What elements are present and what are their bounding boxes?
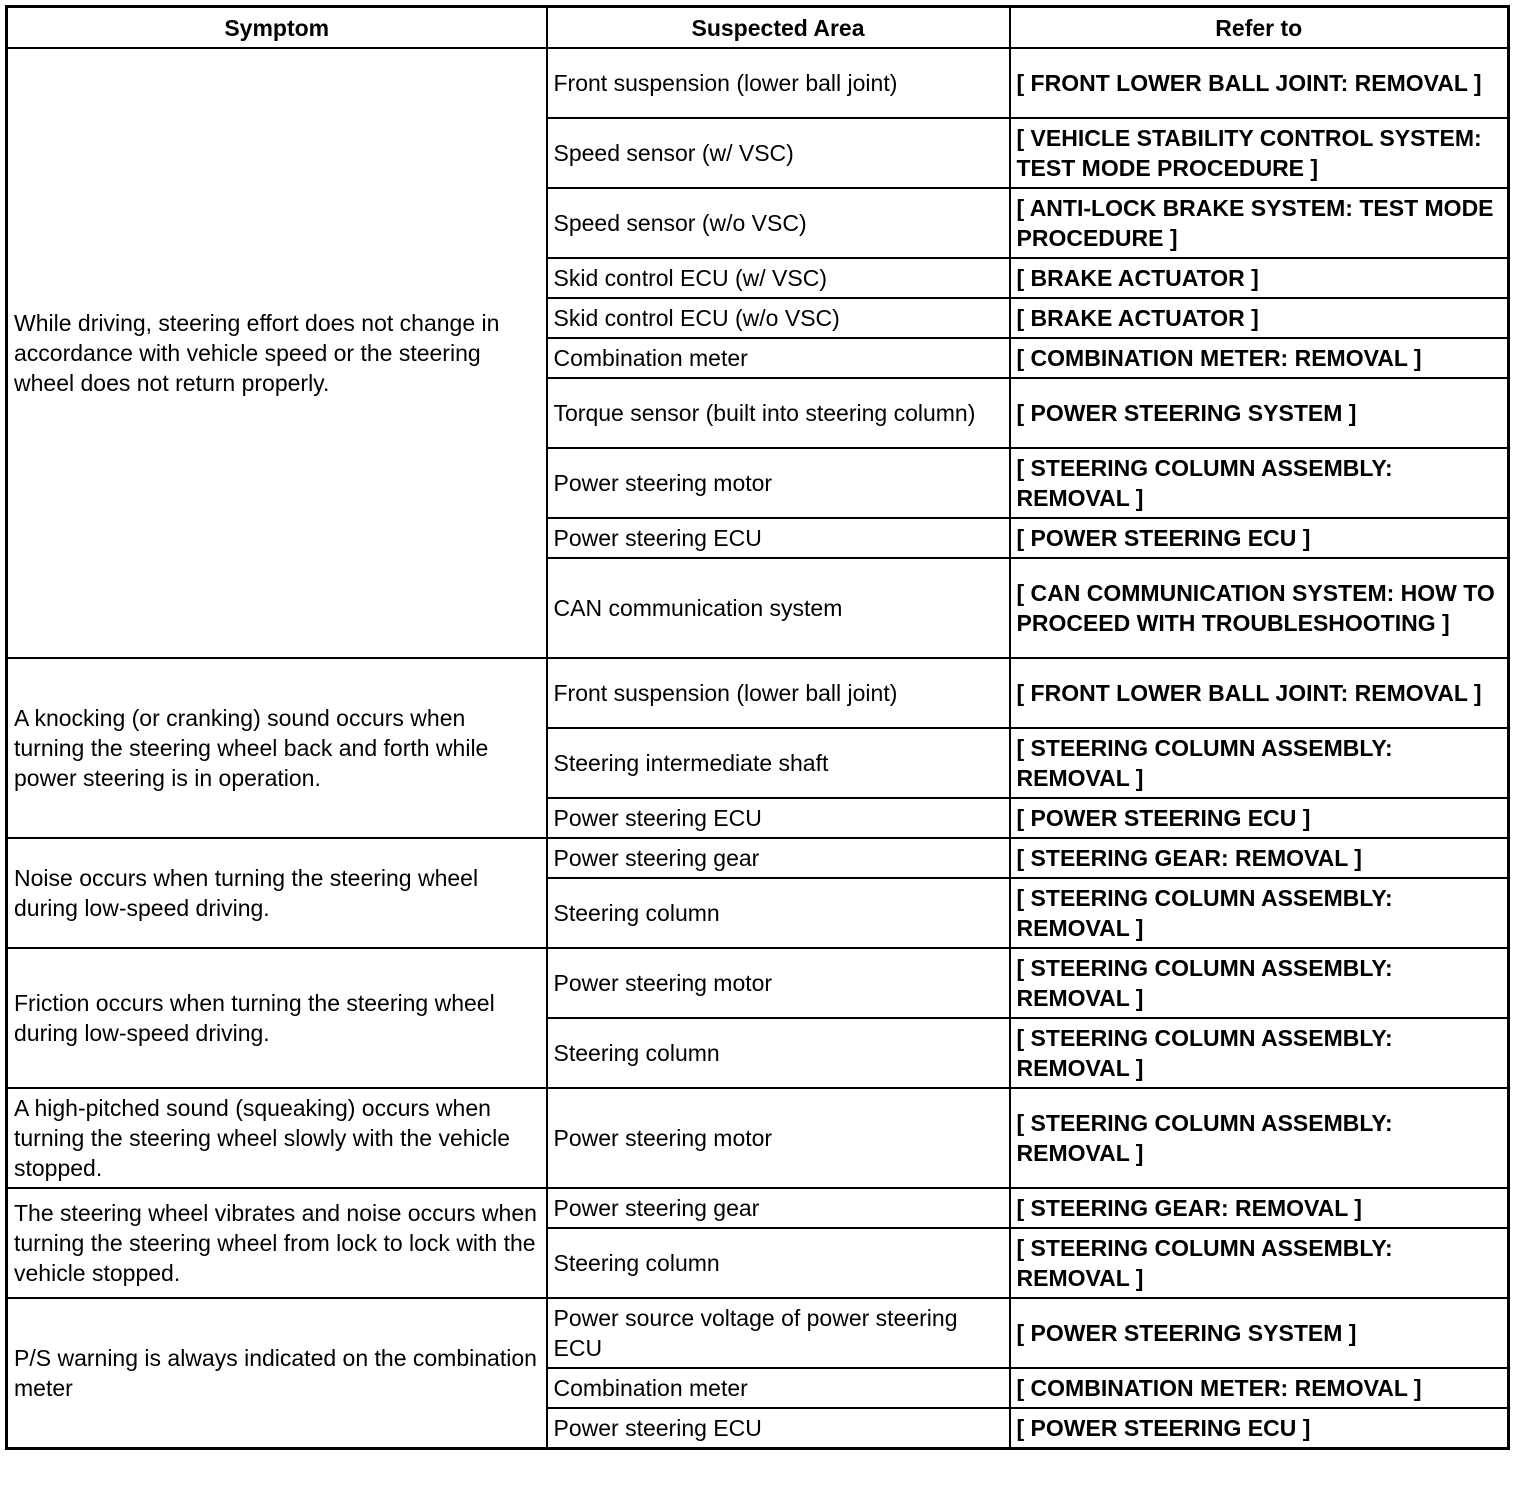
symptom-cell: Noise occurs when turning the steering wheel during low-speed driving. — [7, 838, 547, 948]
header-refer-to: Refer to — [1010, 7, 1509, 49]
suspected-area-cell: Speed sensor (w/ VSC) — [547, 118, 1010, 188]
refer-to-cell: [ STEERING COLUMN ASSEMBLY: REMOVAL ] — [1010, 878, 1509, 948]
header-suspected-area: Suspected Area — [547, 7, 1010, 49]
suspected-area-cell: Steering intermediate shaft — [547, 728, 1010, 798]
symptom-table-container — [5, 5, 1507, 1450]
refer-to-cell: [ STEERING COLUMN ASSEMBLY: REMOVAL ] — [1010, 948, 1509, 1018]
table-row — [7, 1188, 1509, 1228]
suspected-area-cell: Steering column — [547, 878, 1010, 948]
refer-to-cell: [ BRAKE ACTUATOR ] — [1010, 258, 1509, 298]
table-row — [7, 1298, 1509, 1368]
table-row — [7, 838, 1509, 878]
refer-to-cell: [ POWER STEERING SYSTEM ] — [1010, 1298, 1509, 1368]
suspected-area-cell: Power steering gear — [547, 838, 1010, 878]
refer-to-cell: [ CAN COMMUNICATION SYSTEM: HOW TO PROCEED WITH TROUBLESHOOTING ] — [1010, 558, 1509, 658]
symptom-cell: Friction occurs when turning the steering wheel during low-speed driving. — [7, 948, 547, 1088]
refer-to-cell: [ ANTI-LOCK BRAKE SYSTEM: TEST MODE PROCEDURE ] — [1010, 188, 1509, 258]
table-row — [7, 1088, 1509, 1188]
symptom-cell: A high-pitched sound (squeaking) occurs when turning the steering wheel slowly with the vehicle stopped. — [7, 1088, 547, 1188]
suspected-area-cell: Front suspension (lower ball joint) — [547, 48, 1010, 118]
refer-to-cell: [ STEERING GEAR: REMOVAL ] — [1010, 1188, 1509, 1228]
suspected-area-cell: Power steering ECU — [547, 798, 1010, 838]
symptom-cell: P/S warning is always indicated on the combination meter — [7, 1298, 547, 1449]
suspected-area-cell: Skid control ECU (w/o VSC) — [547, 298, 1010, 338]
suspected-area-cell: Power steering motor — [547, 1088, 1010, 1188]
suspected-area-cell: Power steering motor — [547, 948, 1010, 1018]
suspected-area-cell: Speed sensor (w/o VSC) — [547, 188, 1010, 258]
suspected-area-cell: Power steering motor — [547, 448, 1010, 518]
refer-to-cell: [ STEERING COLUMN ASSEMBLY: REMOVAL ] — [1010, 448, 1509, 518]
suspected-area-cell: Power steering ECU — [547, 1408, 1010, 1449]
refer-to-cell: [ POWER STEERING ECU ] — [1010, 1408, 1509, 1449]
refer-to-cell: [ FRONT LOWER BALL JOINT: REMOVAL ] — [1010, 48, 1509, 118]
table-row — [7, 658, 1509, 728]
symptom-cell: While driving, steering effort does not change in accordance with vehicle speed or the steering wheel does not return properly. — [7, 48, 547, 658]
suspected-area-cell: Skid control ECU (w/ VSC) — [547, 258, 1010, 298]
suspected-area-cell: Power steering ECU — [547, 518, 1010, 558]
symptom-cell: The steering wheel vibrates and noise occurs when turning the steering wheel from lock to lock with the vehicle stopped. — [7, 1188, 547, 1298]
suspected-area-cell: Steering column — [547, 1228, 1010, 1298]
refer-to-cell: [ COMBINATION METER: REMOVAL ] — [1010, 1368, 1509, 1408]
refer-to-cell: [ POWER STEERING ECU ] — [1010, 518, 1509, 558]
refer-to-cell: [ STEERING COLUMN ASSEMBLY: REMOVAL ] — [1010, 728, 1509, 798]
header-row — [7, 7, 1509, 49]
suspected-area-cell: Power source voltage of power steering ECU — [547, 1298, 1010, 1368]
suspected-area-cell: Power steering gear — [547, 1188, 1010, 1228]
refer-to-cell: [ FRONT LOWER BALL JOINT: REMOVAL ] — [1010, 658, 1509, 728]
refer-to-cell: [ STEERING COLUMN ASSEMBLY: REMOVAL ] — [1010, 1018, 1509, 1088]
refer-to-cell: [ BRAKE ACTUATOR ] — [1010, 298, 1509, 338]
refer-to-cell: [ POWER STEERING ECU ] — [1010, 798, 1509, 838]
suspected-area-cell: Combination meter — [547, 1368, 1010, 1408]
refer-to-cell: [ STEERING COLUMN ASSEMBLY: REMOVAL ] — [1010, 1088, 1509, 1188]
symptom-table — [5, 5, 1510, 1450]
suspected-area-cell: CAN communication system — [547, 558, 1010, 658]
suspected-area-cell: Front suspension (lower ball joint) — [547, 658, 1010, 728]
symptom-cell: A knocking (or cranking) sound occurs when turning the steering wheel back and forth while power steering is in operation. — [7, 658, 547, 838]
refer-to-cell: [ COMBINATION METER: REMOVAL ] — [1010, 338, 1509, 378]
refer-to-cell: [ POWER STEERING SYSTEM ] — [1010, 378, 1509, 448]
refer-to-cell: [ STEERING COLUMN ASSEMBLY: REMOVAL ] — [1010, 1228, 1509, 1298]
table-row — [7, 48, 1509, 118]
header-symptom: Symptom — [7, 7, 547, 49]
suspected-area-cell: Steering column — [547, 1018, 1010, 1088]
refer-to-cell: [ STEERING GEAR: REMOVAL ] — [1010, 838, 1509, 878]
refer-to-cell: [ VEHICLE STABILITY CONTROL SYSTEM: TEST MODE PROCEDURE ] — [1010, 118, 1509, 188]
suspected-area-cell: Torque sensor (built into steering column) — [547, 378, 1010, 448]
table-row — [7, 948, 1509, 1018]
suspected-area-cell: Combination meter — [547, 338, 1010, 378]
